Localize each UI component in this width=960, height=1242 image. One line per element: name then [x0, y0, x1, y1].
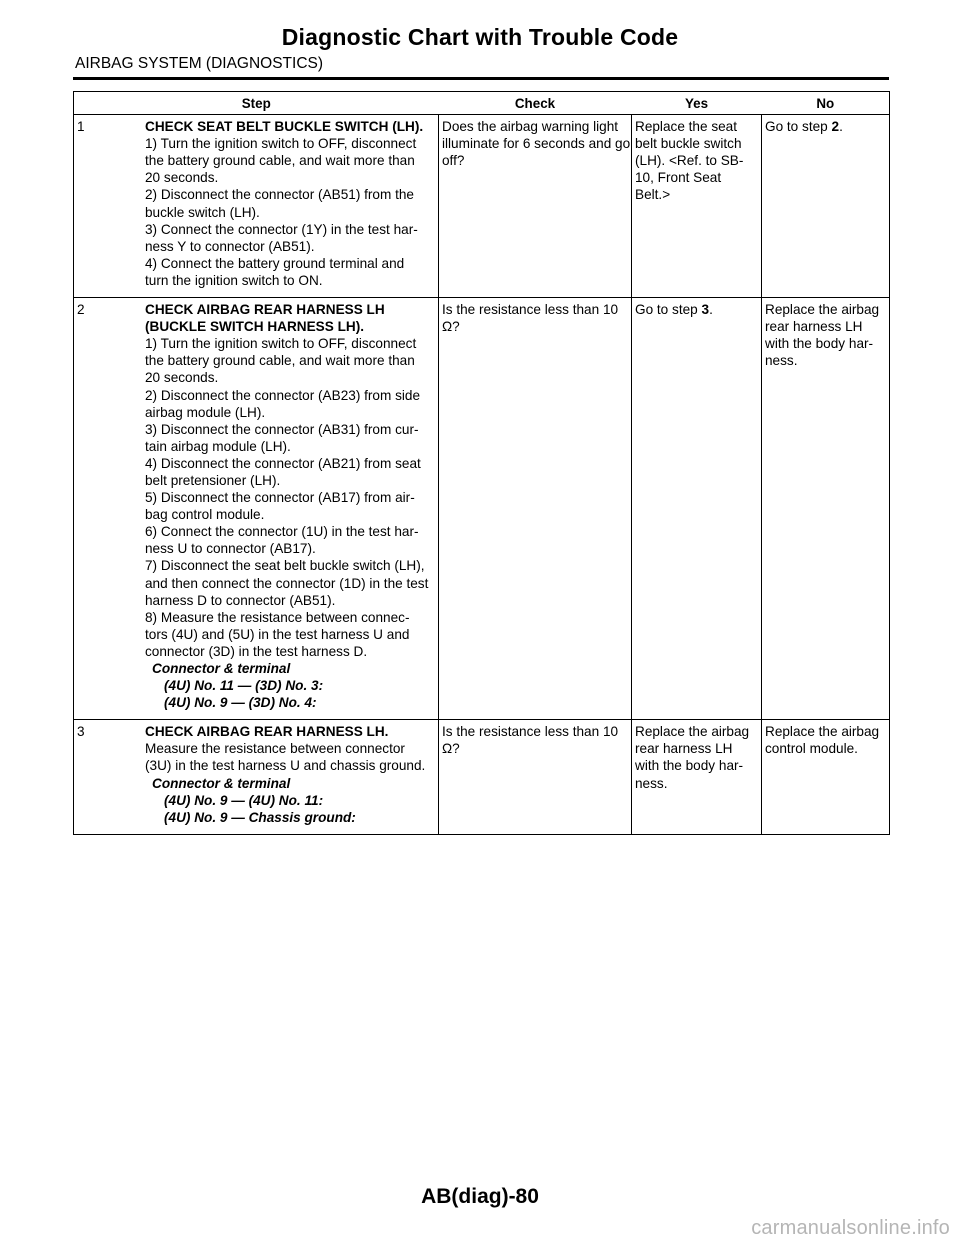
step-instruction-line: turn the ignition switch to ON. — [145, 272, 323, 288]
step-heading: CHECK AIRBAG REAR HARNESS LH. — [145, 724, 389, 740]
check-cell-line: Ω? — [442, 741, 460, 757]
no-cell-line: rear harness LH — [765, 319, 863, 335]
step-heading: CHECK SEAT BELT BUCKLE SWITCH (LH). — [145, 119, 424, 135]
step-instruction-line: 4) Connect the battery ground terminal and — [145, 255, 405, 271]
step-instruction-line: belt pretensioner (LH). — [145, 472, 281, 488]
yes-cell-text: Go to step — [635, 302, 702, 318]
yes-cell-line: Replace the seat — [635, 119, 738, 135]
step-instruction-line: 3) Disconnect the connector (AB31) from cur- — [145, 421, 419, 437]
step-instruction-line: 8) Measure the resistance between connec- — [145, 609, 410, 625]
yes-cell — [632, 720, 762, 835]
column-header-no: No — [762, 92, 890, 115]
step-heading: CHECK AIRBAG REAR HARNESS LH — [145, 302, 385, 318]
step-instruction-line: 1) Turn the ignition switch to OFF, disconnect — [145, 136, 417, 152]
step-instruction-line: 7) Disconnect the seat belt buckle switch (LH), — [145, 558, 425, 574]
connector-terminal-heading: Connector & terminal — [152, 661, 291, 676]
no-cell-line: control module. — [765, 741, 858, 757]
step-heading: (BUCKLE SWITCH HARNESS LH). — [145, 319, 365, 335]
yes-cell-line: belt buckle switch — [635, 136, 742, 152]
connector-terminal-item: (4U) No. 9 — (3D) No. 4: — [164, 695, 317, 711]
no-cell — [762, 298, 890, 720]
column-header-yes: Yes — [632, 92, 762, 115]
step-cell — [74, 115, 439, 298]
step-instruction-line: Measure the resistance between connector — [145, 741, 405, 757]
yes-cell-line: Belt.> — [635, 187, 671, 203]
no-cell-punct: . — [839, 119, 843, 135]
connector-terminal-heading: Connector & terminal — [152, 775, 291, 791]
yes-cell — [632, 298, 762, 720]
step-instruction-line: buckle switch (LH). — [145, 204, 260, 220]
watermark: carmanualsonline.info — [751, 1217, 950, 1239]
check-cell-line: Is the resistance less than 10 — [442, 302, 619, 318]
table-row — [74, 115, 890, 298]
step-instruction-line: 5) Disconnect the connector (AB17) from air- — [145, 490, 415, 506]
column-header-step: Step — [74, 92, 439, 115]
step-instruction-line: bag control module. — [145, 507, 265, 523]
step-instruction-line: 20 seconds. — [145, 170, 219, 186]
step-instruction-line: 1) Turn the ignition switch to OFF, disconnect — [145, 336, 417, 352]
yes-cell-line: (LH). <Ref. to SB- — [635, 153, 744, 169]
step-instruction-line: 2) Disconnect the connector (AB23) from side — [145, 387, 421, 403]
yes-cell-line: ness. — [635, 775, 668, 791]
yes-cell-line: 10, Front Seat — [635, 170, 722, 186]
yes-cell — [632, 115, 762, 298]
check-cell — [439, 115, 632, 298]
connector-terminal-item: (4U) No. 11 — (3D) No. 3: — [164, 678, 324, 694]
diagnostic-table — [73, 91, 890, 835]
step-cell — [74, 720, 439, 835]
connector-terminal-item: (4U) No. 9 — Chassis ground: — [164, 809, 356, 825]
yes-cell-punct: . — [709, 302, 713, 318]
step-instruction-line: and then connect the connector (1D) in the test — [145, 575, 429, 591]
connector-terminal-item: (4U) No. 9 — (4U) No. 11: — [164, 792, 324, 808]
step-number: 2 — [77, 302, 85, 318]
step-instruction-line: 2) Disconnect the connector (AB51) from the — [145, 187, 414, 203]
no-cell-text: Go to step — [765, 119, 832, 135]
header-rule — [73, 77, 889, 80]
table-header-row — [74, 92, 890, 115]
check-cell-line: Ω? — [442, 319, 460, 335]
yes-cell-step-ref: 3 — [701, 302, 710, 318]
step-instruction-line: tain airbag module (LH). — [145, 438, 291, 454]
no-cell-line: with the body har- — [765, 336, 874, 352]
step-instruction-line: ness Y to connector (AB51). — [145, 238, 315, 254]
no-cell — [762, 720, 890, 835]
table-row — [74, 298, 890, 720]
no-cell — [762, 115, 890, 298]
column-header-check: Check — [439, 92, 632, 115]
step-instruction-line: (3U) in the test harness U and chassis ground. — [145, 758, 426, 774]
page-number: AB(diag)-80 — [421, 1185, 539, 1208]
yes-cell-line: rear harness LH — [635, 741, 733, 757]
step-instruction-line: ness U to connector (AB17). — [145, 541, 316, 557]
step-instruction-line: tors (4U) and (5U) in the test harness U and — [145, 626, 410, 642]
check-cell-line: illuminate for 6 seconds and go — [442, 136, 631, 152]
step-instruction-line: harness D to connector (AB51). — [145, 592, 336, 608]
table-row — [74, 720, 890, 835]
section-title: AIRBAG SYSTEM (DIAGNOSTICS) — [75, 55, 324, 72]
check-cell — [439, 298, 632, 720]
no-cell-line: Replace the airbag — [765, 724, 880, 740]
step-number: 3 — [77, 724, 85, 740]
no-cell-step-ref: 2 — [831, 119, 840, 135]
step-number: 1 — [77, 119, 85, 135]
yes-cell-line: Replace the airbag — [635, 724, 750, 740]
step-instruction-line: airbag module (LH). — [145, 404, 266, 420]
page-title: Diagnostic Chart with Trouble Code — [281, 24, 679, 50]
step-instruction-line: 20 seconds. — [145, 370, 219, 386]
step-instruction-line: the battery ground cable, and wait more than — [145, 153, 415, 169]
check-cell-line: Does the airbag warning light — [442, 119, 619, 135]
check-cell — [439, 720, 632, 835]
step-instruction-line: 4) Disconnect the connector (AB21) from seat — [145, 455, 421, 471]
yes-cell-line: with the body har- — [635, 758, 744, 774]
step-cell — [74, 298, 439, 720]
no-cell-line: Replace the airbag — [765, 302, 880, 318]
step-instruction-line: 6) Connect the connector (1U) in the test har- — [145, 524, 419, 540]
no-cell-line: ness. — [765, 353, 798, 369]
check-cell-line: Is the resistance less than 10 — [442, 724, 619, 740]
step-instruction-line: 3) Connect the connector (1Y) in the test har- — [145, 221, 418, 237]
step-instruction-line: connector (3D) in the test harness D. — [145, 643, 368, 659]
step-instruction-line: the battery ground cable, and wait more than — [145, 353, 415, 369]
check-cell-line: off? — [442, 153, 465, 169]
